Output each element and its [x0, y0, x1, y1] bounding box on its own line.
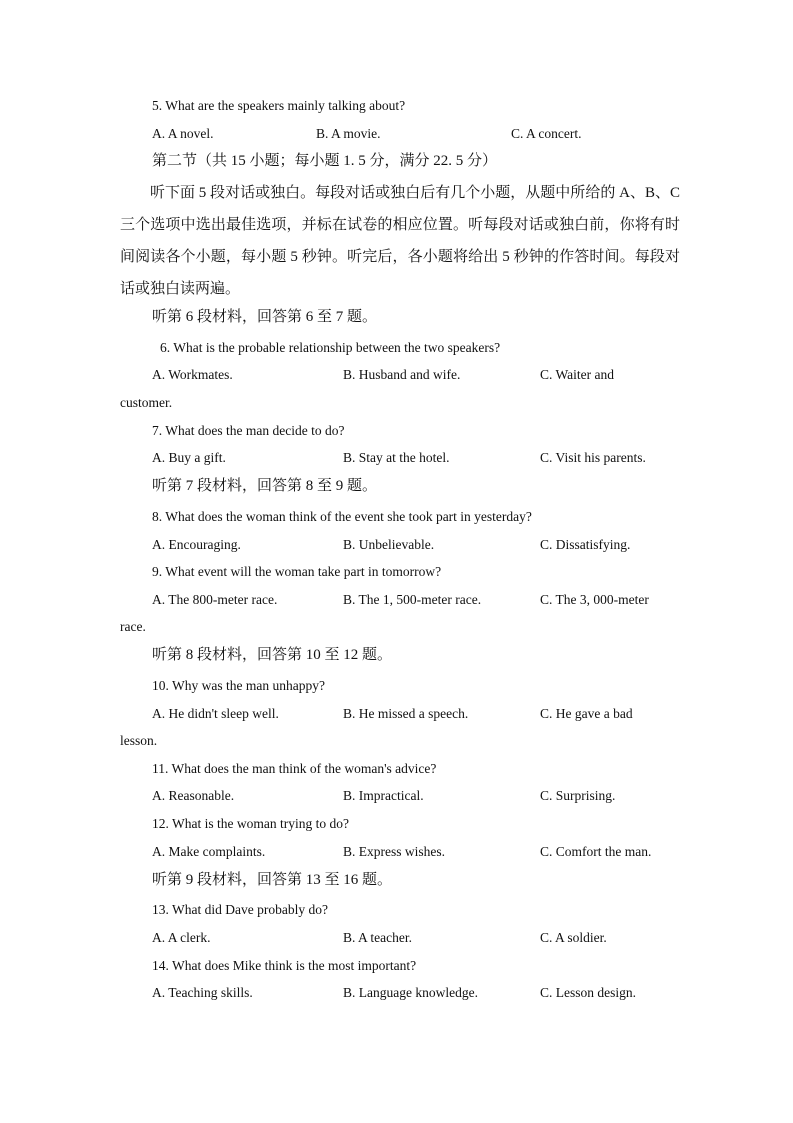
q10-option-c-continued: lesson. — [120, 733, 158, 748]
q13-option-b: B. A teacher. — [343, 930, 412, 945]
question-12: 12. What is the woman trying to do? — [152, 816, 349, 831]
q13-option-c: C. A soldier. — [540, 930, 607, 945]
q6-option-b: B. Husband and wife. — [343, 367, 461, 382]
q11-option-a: A. Reasonable. — [152, 788, 235, 803]
section-2-instructions: 听下面 5 段对话或独白。每段对话或独白后有几个小题，从题中所给的 A、B、C 三个选项中选出最佳选项，并标在试卷的相应位置。听每段对话或独白前，你将有时间阅读各个小题，每小题 5 秒钟。听完后，各小题将给出 5 秒钟的作答时间。每段对话或独白读两遍。 — [120, 185, 680, 297]
material-6-heading: 听第 6 段材料，回答第 6 至 7 题。 — [152, 309, 378, 325]
q5-option-b: B. A movie. — [316, 126, 381, 141]
q14-option-c: C. Lesson design. — [540, 985, 636, 1000]
q6-option-c: C. Waiter and — [540, 367, 615, 382]
material-7-heading: 听第 7 段材料，回答第 8 至 9 题。 — [152, 478, 378, 494]
question-7: 7. What does the man decide to do? — [152, 423, 345, 438]
q10-option-b: B. He missed a speech. — [343, 706, 469, 721]
question-14: 14. What does Mike think is the most important? — [152, 958, 417, 973]
q7-option-b: B. Stay at the hotel. — [343, 450, 450, 465]
question-11: 11. What does the man think of the woman's advice? — [152, 761, 437, 776]
section-2-heading: 第二节（共 15 小题；每小题 1. 5 分，满分 22. 5 分） — [152, 153, 498, 169]
q9-option-a: A. The 800-meter race. — [152, 592, 278, 607]
q11-option-b: B. Impractical. — [343, 788, 424, 803]
q9-option-b: B. The 1, 500-meter race. — [343, 592, 482, 607]
q8-option-a: A. Encouraging. — [152, 537, 241, 552]
question-10: 10. Why was the man unhappy? — [152, 678, 325, 693]
q8-option-b: B. Unbelievable. — [343, 537, 435, 552]
question-9: 9. What event will the woman take part in tomorrow? — [152, 564, 442, 579]
q5-option-c: C. A concert. — [511, 126, 582, 141]
q9-option-c: C. The 3, 000-meter — [540, 592, 649, 607]
q8-option-c: C. Dissatisfying. — [540, 537, 631, 552]
question-5: 5. What are the speakers mainly talking about? — [152, 98, 406, 113]
q6-option-c-continued: customer. — [120, 395, 173, 410]
q7-option-a: A. Buy a gift. — [152, 450, 226, 465]
q9-option-c-continued: race. — [120, 619, 146, 634]
q13-option-a: A. A clerk. — [152, 930, 211, 945]
question-6: 6. What is the probable relationship between the two speakers? — [160, 340, 501, 355]
q14-option-b: B. Language knowledge. — [343, 985, 478, 1000]
q10-option-c: C. He gave a bad — [540, 706, 633, 721]
question-8: 8. What does the woman think of the event she took part in yesterday? — [152, 509, 532, 524]
material-8-heading: 听第 8 段材料，回答第 10 至 12 题。 — [152, 647, 393, 663]
material-9-heading: 听第 9 段材料，回答第 13 至 16 题。 — [152, 872, 393, 888]
q12-option-a: A. Make complaints. — [152, 844, 266, 859]
q12-option-c: C. Comfort the man. — [540, 844, 652, 859]
q11-option-c: C. Surprising. — [540, 788, 616, 803]
q14-option-a: A. Teaching skills. — [152, 985, 253, 1000]
q6-option-a: A. Workmates. — [152, 367, 233, 382]
q5-option-a: A. A novel. — [152, 126, 214, 141]
q10-option-a: A. He didn't sleep well. — [152, 706, 279, 721]
question-13: 13. What did Dave probably do? — [152, 902, 328, 917]
q7-option-c: C. Visit his parents. — [540, 450, 646, 465]
q12-option-b: B. Express wishes. — [343, 844, 445, 859]
